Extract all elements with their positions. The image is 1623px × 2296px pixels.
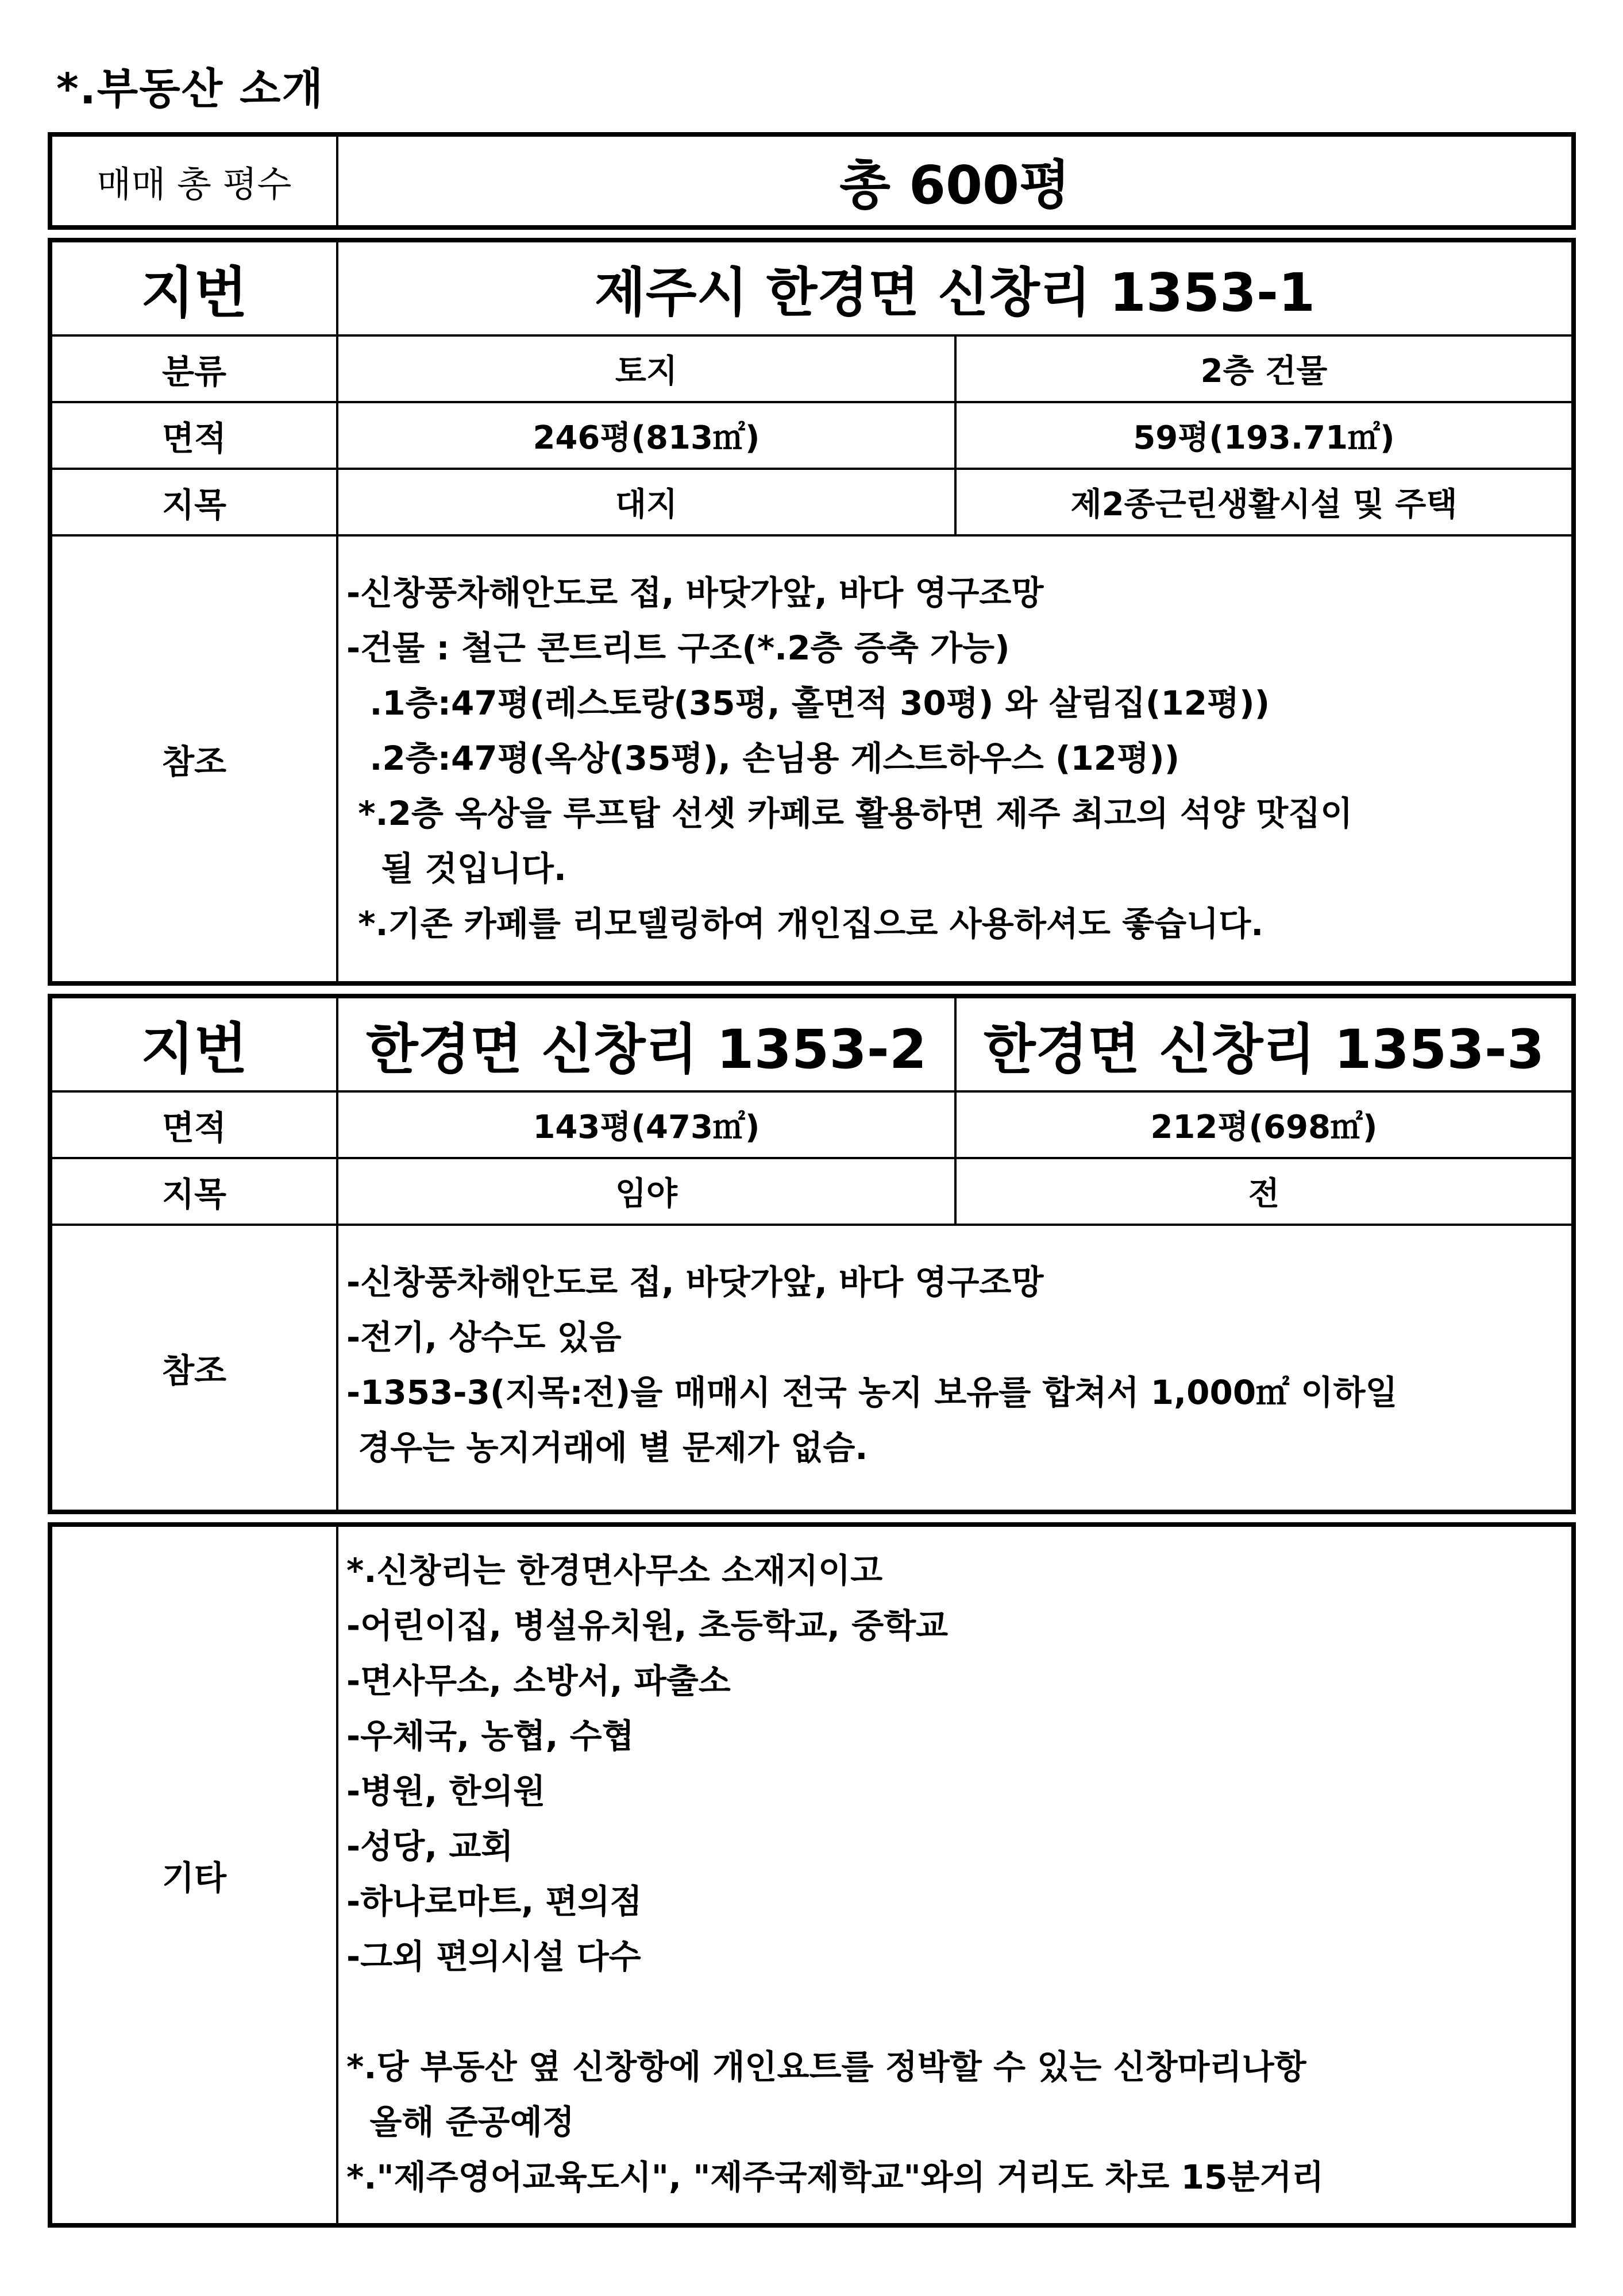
lot2-area-label: 면적 <box>50 1091 337 1158</box>
note-line: .2층:47평(옥상(35평), 손님용 게스트하우스 (12평)) <box>346 739 1180 778</box>
note-line: -어린이집, 병설유치원, 초등학교, 중학교 <box>346 1606 949 1645</box>
note-line: -하나로마트, 편의점 <box>346 1882 642 1921</box>
lot1-category-label: 분류 <box>50 335 337 402</box>
lot1-table <box>48 238 1576 986</box>
lot2-table <box>48 994 1576 1514</box>
lot1-area-label: 면적 <box>50 402 337 469</box>
note-line: *.신창리는 한경면사무소 소재지이고 <box>346 1551 883 1590</box>
note-line: 경우는 농지거래에 별 문제가 없슴. <box>346 1428 868 1467</box>
lot1-address: 제주시 한경면 신창리 1353-1 <box>337 240 1574 335</box>
note-line: -전기, 상수도 있음 <box>346 1318 622 1357</box>
note-line: *.2층 옥상을 루프탑 선셋 카페로 활용하면 제주 최고의 석양 맛집이 <box>346 794 1353 833</box>
lot1-category-building: 2층 건물 <box>955 335 1574 402</box>
property-sheet <box>48 132 1576 2228</box>
lot2-area-a: 143평(473㎡) <box>337 1091 955 1158</box>
lot2-landuse-b: 전 <box>955 1158 1574 1225</box>
total-area-value: 총 600평 <box>337 134 1574 227</box>
note-line: *."제주영어교육도시", "제주국제학교"와의 거리도 차로 15분거리 <box>346 2158 1324 2197</box>
lot2-notes-label: 참조 <box>50 1225 337 1512</box>
lot2-landuse-label: 지목 <box>50 1158 337 1225</box>
note-line: -그외 편의시설 다수 <box>346 1937 641 1976</box>
note-line: *.당 부동산 옆 신창항에 개인요트를 정박할 수 있는 신창마리나항 <box>346 2047 1306 2086</box>
note-line: -신창풍차해안도로 접, 바닷가앞, 바다 영구조망 <box>346 573 1044 612</box>
lot1-landuse-building: 제2종근린생활시설 및 주택 <box>955 469 1574 535</box>
lot2-landuse-a: 임야 <box>337 1158 955 1225</box>
note-line: -면사무소, 소방서, 파출소 <box>346 1661 731 1700</box>
lot2-address-a: 한경면 신창리 1353-2 <box>337 996 955 1091</box>
note-line <box>346 1984 1571 2039</box>
lot1-landuse-label: 지목 <box>50 469 337 535</box>
lot1-category-land: 토지 <box>337 335 955 402</box>
note-line: 올해 준공예정 <box>346 2102 575 2141</box>
misc-label: 기타 <box>50 1525 337 2225</box>
lot1-notes-label: 참조 <box>50 535 337 983</box>
note-line: *.기존 카페를 리모델링하여 개인집으로 사용하셔도 좋습니다. <box>346 904 1264 943</box>
note-line: 될 것입니다. <box>346 849 566 888</box>
misc-table <box>48 1522 1576 2228</box>
lot2-address-b: 한경면 신창리 1353-3 <box>955 996 1574 1091</box>
summary-table <box>48 132 1576 230</box>
note-line: -신창풍차해안도로 접, 바닷가앞, 바다 영구조망 <box>346 1263 1044 1302</box>
note-line: -우체국, 농협, 수협 <box>346 1716 634 1755</box>
note-line: -건물 : 철근 콘트리트 구조(*.2층 증축 가능) <box>346 628 1010 667</box>
lot2-area-b: 212평(698㎡) <box>955 1091 1574 1158</box>
lot1-parcel-label: 지번 <box>50 240 337 335</box>
note-line: -병원, 한의원 <box>346 1772 546 1811</box>
note-line: -성당, 교회 <box>346 1827 514 1866</box>
lot1-area-building: 59평(193.71㎡) <box>955 402 1574 469</box>
page-title: *.부동산 소개 <box>56 64 324 114</box>
misc-notes <box>337 1525 1574 2225</box>
lot1-area-land: 246평(813㎡) <box>337 402 955 469</box>
lot1-landuse-land: 대지 <box>337 469 955 535</box>
lot1-notes <box>337 535 1574 983</box>
lot2-parcel-label: 지번 <box>50 996 337 1091</box>
total-area-label: 매매 총 평수 <box>50 134 337 227</box>
lot2-notes <box>337 1225 1574 1512</box>
note-line: -1353-3(지목:전)을 매매시 전국 농지 보유를 합쳐서 1,000㎡ 이하일 <box>346 1373 1398 1412</box>
note-line: .1층:47평(레스토랑(35평, 홀면적 30평) 와 살림집(12평)) <box>346 684 1270 723</box>
